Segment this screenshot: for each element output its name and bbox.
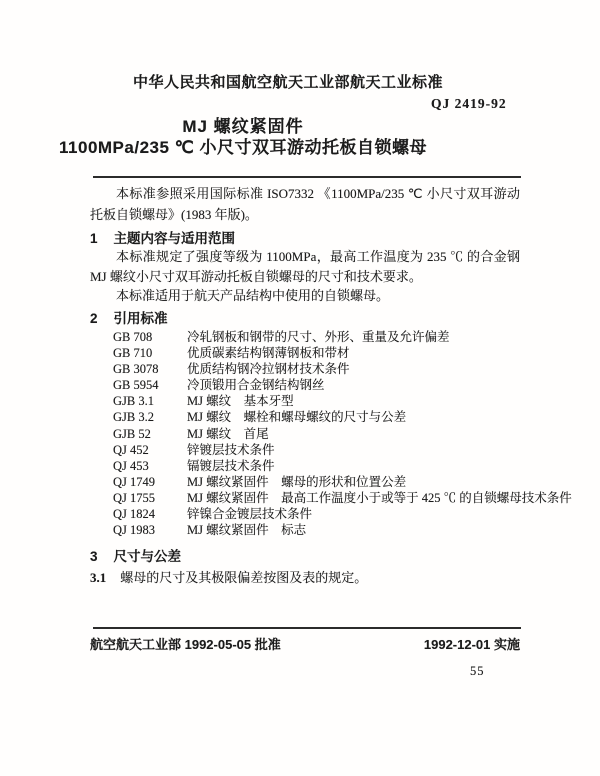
section-1-heading [90, 227, 235, 247]
reference-code: QJ 1755 [113, 490, 156, 505]
header-divider [93, 176, 521, 178]
standard-number: QJ 2419-92 [431, 96, 507, 111]
standard-org-line: 中华人民共和国航空航天工业部航天工业标准 [133, 74, 444, 91]
reference-code: GB 3078 [113, 362, 159, 377]
reference-title: MJ 螺纹紧固件 螺母的形状和位置公差 [187, 474, 407, 489]
reference-code: GB 710 [113, 346, 153, 361]
reference-title: 锌镀层技术条件 [187, 442, 275, 457]
footer-divider [93, 627, 521, 629]
reference-item [113, 490, 572, 506]
reference-code: QJ 452 [113, 442, 149, 457]
reference-title: MJ 螺纹 首尾 [187, 426, 269, 441]
implementation-text: 1992-12-01 实施 [423, 637, 520, 652]
reference-item [113, 426, 523, 442]
reference-title: MJ 螺纹紧固件 标志 [187, 523, 307, 538]
reference-code: QJ 1749 [113, 474, 156, 489]
reference-code: QJ 1824 [113, 507, 156, 522]
section-2-title: 引用标准 [113, 311, 168, 326]
reference-item [113, 345, 523, 361]
approval-text: 航空航天工业部 1992-05-05 批准 [90, 637, 281, 652]
reference-item [113, 329, 523, 345]
reference-item [113, 393, 523, 409]
reference-title: MJ 螺纹 螺栓和螺母螺纹的尺寸与公差 [187, 410, 407, 425]
clause-3-1-text: 螺母的尺寸及其极限偏差按图及表的规定。 [120, 570, 368, 585]
reference-code: QJ 453 [113, 458, 149, 473]
title-line-1: MJ 螺纹紧固件 [182, 117, 304, 136]
reference-code: GB 708 [113, 330, 153, 344]
reference-item [113, 522, 523, 538]
clause-3-1 [90, 568, 520, 588]
section-1-title: 主题内容与适用范围 [113, 231, 236, 246]
reference-code: GJB 52 [113, 426, 151, 441]
reference-item [113, 474, 523, 490]
section-1-paragraph-2: 本标准适用于航天产品结构中使用的自锁螺母。 [116, 288, 390, 303]
reference-title: 冷顶锻用合金钢结构钢丝 [187, 378, 325, 393]
reference-title: 优质碳素结构钢薄钢板和带材 [187, 346, 350, 361]
reference-item [113, 361, 523, 377]
reference-title: 锌镍合金镀层技术条件 [187, 507, 313, 522]
reference-title: 镉镀层技术条件 [187, 458, 275, 473]
section-1-paragraph-1: 本标准规定了强度等级为 1100MPa，最高工作温度为 235 ℃ 的合金钢 MJ 螺纹小尺寸双耳游动托板自锁螺母的尺寸和技术要求。 [90, 249, 520, 284]
document-title [33, 116, 453, 159]
reference-item [113, 442, 523, 458]
section-2-number: 2 [90, 311, 98, 326]
reference-title: 优质结构钢冷拉钢材技术条件 [187, 362, 350, 377]
reference-title: 冷轧钢板和钢带的尺寸、外形、重量及允许偏差 [187, 330, 450, 344]
page-number: 55 [470, 664, 485, 678]
reference-item [113, 506, 523, 522]
foreword-paragraph: 本标准参照采用国际标准 ISO7332 《1100MPa/235 ℃ 小尺寸双耳游动托板自锁螺母》(1983 年版)。 [90, 186, 520, 222]
section-3-heading [90, 545, 181, 565]
reference-code: GJB 3.1 [113, 394, 154, 409]
section-3-number: 3 [90, 549, 98, 564]
section-2-heading [90, 307, 168, 327]
section-1-number: 1 [90, 231, 98, 246]
reference-item [113, 409, 523, 425]
reference-item [113, 458, 523, 474]
clause-3-1-number: 3.1 [90, 570, 107, 585]
reference-title: MJ 螺纹 基本牙型 [187, 394, 294, 409]
section-3-title: 尺寸与公差 [113, 549, 182, 564]
title-line-2: 1100MPa/235 ℃ 小尺寸双耳游动托板自锁螺母 [59, 138, 427, 157]
reference-item [113, 377, 523, 393]
reference-code: GJB 3.2 [113, 410, 154, 425]
reference-code: QJ 1983 [113, 523, 156, 538]
reference-title: MJ 螺纹紧固件 最高工作温度小于或等于 425 ℃ 的自锁螺母技术条件 [187, 490, 572, 505]
approval-footer [90, 634, 520, 653]
referenced-standards-list [113, 329, 572, 538]
reference-code: GB 5954 [113, 378, 159, 393]
